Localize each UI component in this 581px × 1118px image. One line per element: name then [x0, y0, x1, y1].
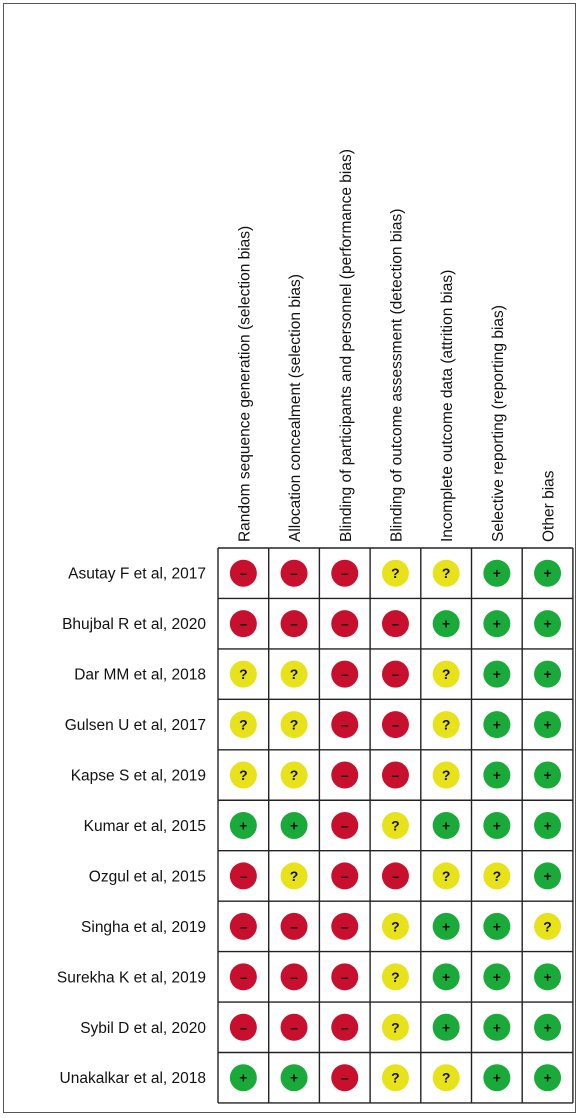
study-label: Surekha K et al, 2019 [56, 969, 206, 987]
rating-symbol: ? [289, 867, 299, 884]
column-header: Incomplete outcome data (attrition bias) [439, 269, 457, 542]
rating-symbol: + [543, 716, 552, 733]
rating-symbol: – [239, 615, 248, 632]
rating-symbol: + [543, 666, 552, 683]
rating-symbol: ? [391, 1069, 400, 1086]
rating-symbol: ? [239, 767, 248, 784]
rating-symbol: – [239, 968, 248, 985]
rating-symbol: ? [289, 666, 299, 683]
rating-symbol: ? [441, 666, 451, 683]
rating-symbol: – [290, 968, 298, 985]
rating-symbol: ? [391, 565, 400, 582]
rating-symbol: – [340, 1019, 349, 1036]
rating-symbol: + [543, 867, 552, 884]
column-header: Allocation concealment (selection bias) [287, 274, 305, 542]
rating-symbol: + [442, 817, 451, 834]
rating-symbol: – [340, 615, 349, 632]
rating-symbol: ? [492, 867, 502, 884]
rating-symbol: – [239, 918, 248, 935]
study-label: Sybil D et al, 2020 [80, 1019, 206, 1037]
rating-symbol: + [543, 968, 552, 985]
study-label: Ozgul et al, 2015 [88, 868, 206, 886]
rating-symbol: – [340, 817, 349, 834]
rating-symbol: – [340, 767, 349, 784]
rating-symbol: – [290, 1019, 298, 1036]
rating-symbol: – [391, 666, 400, 683]
study-label: Kumar et al, 2015 [83, 817, 206, 835]
rating-symbol: – [239, 867, 248, 884]
rating-symbol: + [492, 817, 501, 834]
rating-symbol: – [239, 565, 248, 582]
rating-symbol: + [492, 1019, 501, 1036]
rating-symbol: + [442, 615, 451, 632]
rating-symbol: + [543, 767, 552, 784]
rating-symbol: ? [441, 716, 451, 733]
rating-symbol: – [340, 968, 349, 985]
rating-symbol: + [543, 817, 552, 834]
rating-symbol: + [543, 615, 552, 632]
study-label: Unakalkar et al, 2018 [59, 1070, 206, 1088]
rating-symbol: – [391, 716, 400, 733]
column-header: Blinding of outcome assessment (detection bias) [388, 208, 406, 542]
rating-symbol: – [340, 918, 349, 935]
rating-symbol: ? [543, 918, 552, 935]
rating-symbol: + [239, 817, 248, 834]
column-header: Blinding of participants and personnel (performance bias) [337, 149, 355, 542]
rating-symbol: + [442, 968, 451, 985]
study-label: Dar MM et al, 2018 [74, 666, 206, 684]
column-header: Selective reporting (reporting bias) [489, 305, 507, 542]
rating-symbol: ? [441, 867, 451, 884]
rating-symbol: + [492, 565, 501, 582]
rating-symbol: + [239, 1069, 248, 1086]
rating-symbol: – [391, 615, 400, 632]
rating-symbol: ? [391, 968, 400, 985]
rating-symbol: ? [391, 1019, 400, 1036]
study-label: Gulsen U et al, 2017 [64, 717, 206, 735]
rating-symbol: ? [441, 565, 451, 582]
rating-symbol: ? [289, 767, 299, 784]
rating-symbol: + [543, 1019, 552, 1036]
rating-symbol: ? [239, 666, 248, 683]
rating-symbol: – [391, 867, 400, 884]
column-header: Random sequence generation (selection bias) [236, 225, 254, 542]
rating-symbol: ? [441, 767, 451, 784]
rating-symbol: – [340, 867, 349, 884]
rating-symbol: – [391, 767, 400, 784]
rating-symbol: ? [239, 716, 248, 733]
study-label: Singha et al, 2019 [81, 918, 206, 936]
rating-symbol: + [289, 817, 299, 834]
rating-symbol: ? [391, 918, 400, 935]
rating-symbol: – [340, 1069, 349, 1086]
rating-symbol: + [543, 1069, 552, 1086]
rating-symbol: ? [289, 716, 299, 733]
column-header: Other bias [540, 470, 558, 542]
rating-symbol: + [492, 615, 501, 632]
rating-symbol: – [340, 666, 349, 683]
rating-symbol: ? [441, 1069, 451, 1086]
rating-symbol: + [492, 716, 501, 733]
rating-symbol: + [442, 918, 451, 935]
rating-symbol: + [289, 1069, 299, 1086]
rating-symbol: + [492, 767, 501, 784]
rating-symbol: – [340, 565, 349, 582]
study-label: Bhujbal R et al, 2020 [62, 616, 206, 634]
rating-symbol: – [290, 615, 298, 632]
rating-symbol: – [290, 565, 298, 582]
rating-symbol: + [492, 1069, 501, 1086]
rating-symbol: – [239, 1019, 248, 1036]
rating-symbol: + [543, 565, 552, 582]
rating-symbol: + [492, 968, 501, 985]
rating-symbol: ? [391, 817, 400, 834]
rating-symbol: – [290, 918, 298, 935]
study-label: Asutay F et al, 2017 [68, 565, 206, 583]
study-label: Kapse S et al, 2019 [70, 767, 206, 785]
rating-symbol: + [492, 918, 501, 935]
rating-symbol: + [492, 666, 501, 683]
rating-symbol: + [442, 1019, 451, 1036]
rating-symbol: – [340, 716, 349, 733]
